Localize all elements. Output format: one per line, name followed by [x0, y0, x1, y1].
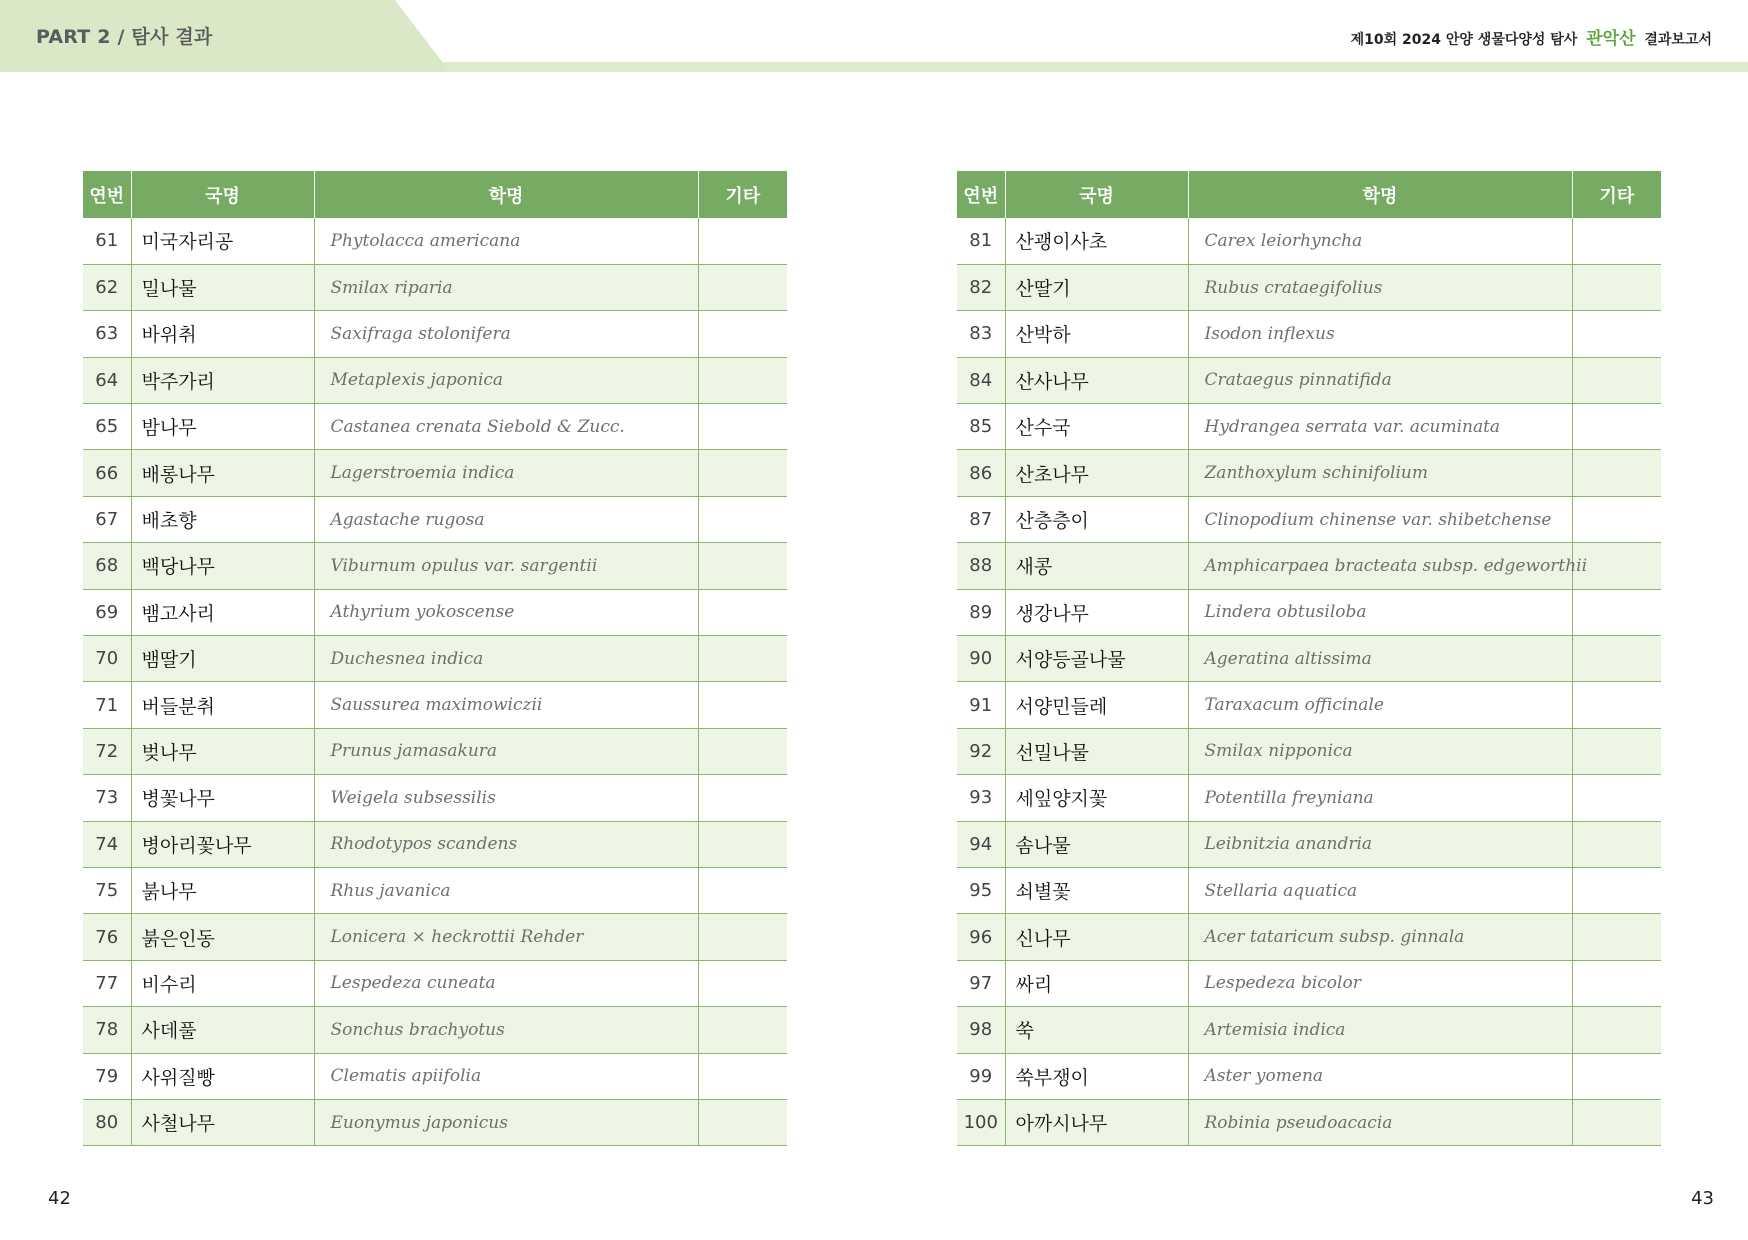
table-row — [83, 450, 787, 496]
cell-korean-name: 싸리 — [1005, 960, 1188, 1006]
table-row — [957, 357, 1661, 403]
cell-other — [698, 1099, 787, 1145]
cell-korean-name: 밤나무 — [131, 404, 314, 450]
table-row — [83, 543, 787, 589]
table-row — [957, 404, 1661, 450]
cell-other — [698, 636, 787, 682]
cell-number: 91 — [957, 682, 1005, 728]
cell-scientific-name: Aster yomena — [1188, 1053, 1572, 1099]
cell-number: 71 — [83, 682, 131, 728]
cell-korean-name: 사위질빵 — [131, 1053, 314, 1099]
table-row — [83, 914, 787, 960]
cell-number: 92 — [957, 728, 1005, 774]
table-row — [83, 867, 787, 913]
cell-korean-name: 박주가리 — [131, 357, 314, 403]
table-body — [83, 218, 787, 1146]
table-row — [957, 1099, 1661, 1145]
cell-other — [1572, 404, 1661, 450]
cell-korean-name: 붉은인동 — [131, 914, 314, 960]
table-row — [957, 589, 1661, 635]
cell-other — [1572, 960, 1661, 1006]
cell-scientific-name: Stellaria aquatica — [1188, 867, 1572, 913]
cell-korean-name: 산박하 — [1005, 311, 1188, 357]
cell-other — [698, 728, 787, 774]
column-header-korean-name: 국명 — [1005, 171, 1188, 218]
table-row — [957, 775, 1661, 821]
cell-number: 78 — [83, 1007, 131, 1053]
cell-scientific-name: Lespedeza cuneata — [314, 960, 698, 1006]
cell-scientific-name: Clematis apiifolia — [314, 1053, 698, 1099]
cell-number: 84 — [957, 357, 1005, 403]
cell-korean-name: 병아리꽃나무 — [131, 821, 314, 867]
cell-number: 100 — [957, 1099, 1005, 1145]
cell-number: 90 — [957, 636, 1005, 682]
cell-scientific-name: Artemisia indica — [1188, 1007, 1572, 1053]
cell-number: 95 — [957, 867, 1005, 913]
cell-korean-name: 신나무 — [1005, 914, 1188, 960]
cell-scientific-name: Euonymus japonicus — [314, 1099, 698, 1145]
cell-scientific-name: Taraxacum officinale — [1188, 682, 1572, 728]
table-header-row — [83, 171, 787, 218]
table-row — [83, 1053, 787, 1099]
cell-number: 67 — [83, 496, 131, 542]
cell-scientific-name: Saussurea maximowiczii — [314, 682, 698, 728]
cell-other — [1572, 821, 1661, 867]
cell-korean-name: 버들분취 — [131, 682, 314, 728]
cell-scientific-name: Agastache rugosa — [314, 496, 698, 542]
cell-scientific-name: Clinopodium chinense var. shibetchense — [1188, 496, 1572, 542]
cell-other — [698, 589, 787, 635]
table-row — [83, 682, 787, 728]
cell-other — [1572, 1007, 1661, 1053]
cell-other — [1572, 682, 1661, 728]
column-header-scientific-name: 학명 — [1188, 171, 1572, 218]
cell-other — [1572, 1053, 1661, 1099]
table-row — [957, 264, 1661, 310]
cell-korean-name: 배초향 — [131, 496, 314, 542]
cell-korean-name: 사데풀 — [131, 1007, 314, 1053]
table-row — [83, 496, 787, 542]
table-row — [83, 636, 787, 682]
cell-other — [698, 357, 787, 403]
cell-scientific-name: Potentilla freyniana — [1188, 775, 1572, 821]
cell-scientific-name: Metaplexis japonica — [314, 357, 698, 403]
cell-korean-name: 선밀나물 — [1005, 728, 1188, 774]
cell-number: 86 — [957, 450, 1005, 496]
table-row — [957, 543, 1661, 589]
cell-scientific-name: Rhodotypos scandens — [314, 821, 698, 867]
cell-scientific-name: Duchesnea indica — [314, 636, 698, 682]
cell-number: 69 — [83, 589, 131, 635]
cell-number: 93 — [957, 775, 1005, 821]
table-row — [957, 450, 1661, 496]
table-row — [957, 682, 1661, 728]
cell-korean-name: 사철나무 — [131, 1099, 314, 1145]
cell-scientific-name: Smilax riparia — [314, 264, 698, 310]
cell-scientific-name: Ageratina altissima — [1188, 636, 1572, 682]
cell-korean-name: 비수리 — [131, 960, 314, 1006]
cell-scientific-name: Lespedeza bicolor — [1188, 960, 1572, 1006]
cell-other — [698, 264, 787, 310]
report-title-prefix: 제10회 2024 안양 생물다양성 탐사 — [1350, 32, 1578, 48]
cell-korean-name: 쇠별꽃 — [1005, 867, 1188, 913]
column-header-no: 연번 — [83, 171, 131, 218]
cell-korean-name: 미국자리공 — [131, 218, 314, 264]
table-row — [83, 1099, 787, 1145]
cell-other — [698, 682, 787, 728]
cell-scientific-name: Lagerstroemia indica — [314, 450, 698, 496]
cell-scientific-name: Athyrium yokoscense — [314, 589, 698, 635]
cell-number: 96 — [957, 914, 1005, 960]
cell-korean-name: 배롱나무 — [131, 450, 314, 496]
table-row — [83, 1007, 787, 1053]
cell-number: 87 — [957, 496, 1005, 542]
cell-scientific-name: Prunus jamasakura — [314, 728, 698, 774]
cell-number: 62 — [83, 264, 131, 310]
cell-number: 74 — [83, 821, 131, 867]
cell-other — [698, 543, 787, 589]
section-label: PART 2 / 탐사 결과 — [36, 26, 213, 48]
cell-korean-name: 서양등골나물 — [1005, 636, 1188, 682]
table-row — [83, 821, 787, 867]
cell-number: 85 — [957, 404, 1005, 450]
cell-korean-name: 산층층이 — [1005, 496, 1188, 542]
cell-scientific-name: Rhus javanica — [314, 867, 698, 913]
cell-other — [1572, 589, 1661, 635]
cell-number: 73 — [83, 775, 131, 821]
report-title-location: 관악산 — [1586, 29, 1636, 49]
cell-scientific-name: Crataegus pinnatifida — [1188, 357, 1572, 403]
table-row — [83, 728, 787, 774]
cell-other — [1572, 1099, 1661, 1145]
cell-korean-name: 쑥 — [1005, 1007, 1188, 1053]
cell-number: 81 — [957, 218, 1005, 264]
cell-korean-name: 밀나물 — [131, 264, 314, 310]
column-header-korean-name: 국명 — [131, 171, 314, 218]
cell-scientific-name: Leibnitzia anandria — [1188, 821, 1572, 867]
cell-other — [1572, 218, 1661, 264]
cell-scientific-name: Viburnum opulus var. sargentii — [314, 543, 698, 589]
cell-number: 79 — [83, 1053, 131, 1099]
species-table-right — [957, 171, 1661, 1146]
cell-number: 97 — [957, 960, 1005, 1006]
cell-number: 83 — [957, 311, 1005, 357]
column-header-other: 기타 — [1572, 171, 1661, 218]
cell-number: 99 — [957, 1053, 1005, 1099]
cell-other — [1572, 496, 1661, 542]
cell-scientific-name: Rubus crataegifolius — [1188, 264, 1572, 310]
species-table-left — [83, 171, 787, 1146]
cell-number: 82 — [957, 264, 1005, 310]
cell-number: 72 — [83, 728, 131, 774]
cell-number: 70 — [83, 636, 131, 682]
cell-other — [1572, 636, 1661, 682]
cell-other — [698, 775, 787, 821]
table-row — [83, 960, 787, 1006]
cell-other — [698, 450, 787, 496]
table-header-row — [957, 171, 1661, 218]
table-body — [957, 218, 1661, 1146]
table-row — [957, 821, 1661, 867]
cell-other — [698, 311, 787, 357]
cell-number: 80 — [83, 1099, 131, 1145]
cell-scientific-name: Saxifraga stolonifera — [314, 311, 698, 357]
cell-korean-name: 뱀고사리 — [131, 589, 314, 635]
cell-other — [698, 404, 787, 450]
page-number-left: 42 — [48, 1188, 71, 1209]
cell-korean-name: 산사나무 — [1005, 357, 1188, 403]
table-row — [957, 728, 1661, 774]
cell-scientific-name: Zanthoxylum schinifolium — [1188, 450, 1572, 496]
cell-korean-name: 서양민들레 — [1005, 682, 1188, 728]
cell-korean-name: 벚나무 — [131, 728, 314, 774]
cell-other — [698, 821, 787, 867]
cell-number: 88 — [957, 543, 1005, 589]
cell-scientific-name: Robinia pseudoacacia — [1188, 1099, 1572, 1145]
cell-scientific-name: Phytolacca americana — [314, 218, 698, 264]
cell-number: 75 — [83, 867, 131, 913]
table-row — [83, 775, 787, 821]
cell-korean-name: 병꽃나무 — [131, 775, 314, 821]
cell-number: 66 — [83, 450, 131, 496]
cell-scientific-name: Weigela subsessilis — [314, 775, 698, 821]
table-row — [957, 311, 1661, 357]
cell-other — [1572, 450, 1661, 496]
cell-scientific-name: Hydrangea serrata var. acuminata — [1188, 404, 1572, 450]
cell-other — [1572, 728, 1661, 774]
cell-korean-name: 산딸기 — [1005, 264, 1188, 310]
cell-other — [1572, 264, 1661, 310]
cell-other — [698, 496, 787, 542]
cell-scientific-name: Smilax nipponica — [1188, 728, 1572, 774]
column-header-scientific-name: 학명 — [314, 171, 698, 218]
cell-other — [698, 1053, 787, 1099]
cell-number: 68 — [83, 543, 131, 589]
table-row — [83, 264, 787, 310]
table-row — [957, 636, 1661, 682]
cell-number: 94 — [957, 821, 1005, 867]
cell-korean-name: 산수국 — [1005, 404, 1188, 450]
table-row — [83, 357, 787, 403]
table-row — [83, 218, 787, 264]
cell-scientific-name: Sonchus brachyotus — [314, 1007, 698, 1053]
cell-korean-name: 백당나무 — [131, 543, 314, 589]
cell-scientific-name: Isodon inflexus — [1188, 311, 1572, 357]
cell-scientific-name: Carex leiorhyncha — [1188, 218, 1572, 264]
cell-scientific-name: Amphicarpaea bracteata subsp. edgeworthii — [1188, 543, 1572, 589]
cell-other — [1572, 914, 1661, 960]
cell-scientific-name: Lonicera × heckrottii Rehder — [314, 914, 698, 960]
cell-korean-name: 솜나물 — [1005, 821, 1188, 867]
cell-other — [1572, 311, 1661, 357]
cell-other — [1572, 775, 1661, 821]
report-title-suffix: 결과보고서 — [1644, 32, 1712, 48]
report-title — [1351, 24, 1712, 49]
cell-number: 76 — [83, 914, 131, 960]
cell-korean-name: 생강나무 — [1005, 589, 1188, 635]
cell-number: 65 — [83, 404, 131, 450]
page-header — [0, 0, 1748, 72]
cell-korean-name: 산초나무 — [1005, 450, 1188, 496]
table-row — [83, 404, 787, 450]
cell-other — [1572, 357, 1661, 403]
cell-korean-name: 쑥부쟁이 — [1005, 1053, 1188, 1099]
cell-scientific-name: Acer tataricum subsp. ginnala — [1188, 914, 1572, 960]
table-row — [83, 589, 787, 635]
cell-other — [698, 960, 787, 1006]
table-row — [957, 1053, 1661, 1099]
cell-korean-name: 붉나무 — [131, 867, 314, 913]
cell-number: 77 — [83, 960, 131, 1006]
page-number-right: 43 — [1691, 1188, 1714, 1209]
cell-other — [698, 218, 787, 264]
cell-other — [698, 914, 787, 960]
cell-number: 61 — [83, 218, 131, 264]
cell-number: 63 — [83, 311, 131, 357]
table-row — [957, 914, 1661, 960]
cell-number: 64 — [83, 357, 131, 403]
column-header-no: 연번 — [957, 171, 1005, 218]
cell-other — [698, 867, 787, 913]
cell-number: 98 — [957, 1007, 1005, 1053]
cell-scientific-name: Castanea crenata Siebold & Zucc. — [314, 404, 698, 450]
cell-korean-name: 아까시나무 — [1005, 1099, 1188, 1145]
column-header-other: 기타 — [698, 171, 787, 218]
cell-number: 89 — [957, 589, 1005, 635]
cell-other — [1572, 867, 1661, 913]
table-row — [83, 311, 787, 357]
cell-korean-name: 뱀딸기 — [131, 636, 314, 682]
cell-scientific-name: Lindera obtusiloba — [1188, 589, 1572, 635]
table-row — [957, 496, 1661, 542]
table-row — [957, 1007, 1661, 1053]
cell-korean-name: 산괭이사초 — [1005, 218, 1188, 264]
table-row — [957, 218, 1661, 264]
cell-other — [698, 1007, 787, 1053]
table-row — [957, 960, 1661, 1006]
cell-korean-name: 바위취 — [131, 311, 314, 357]
cell-korean-name: 세잎양지꽃 — [1005, 775, 1188, 821]
cell-korean-name: 새콩 — [1005, 543, 1188, 589]
table-row — [957, 867, 1661, 913]
